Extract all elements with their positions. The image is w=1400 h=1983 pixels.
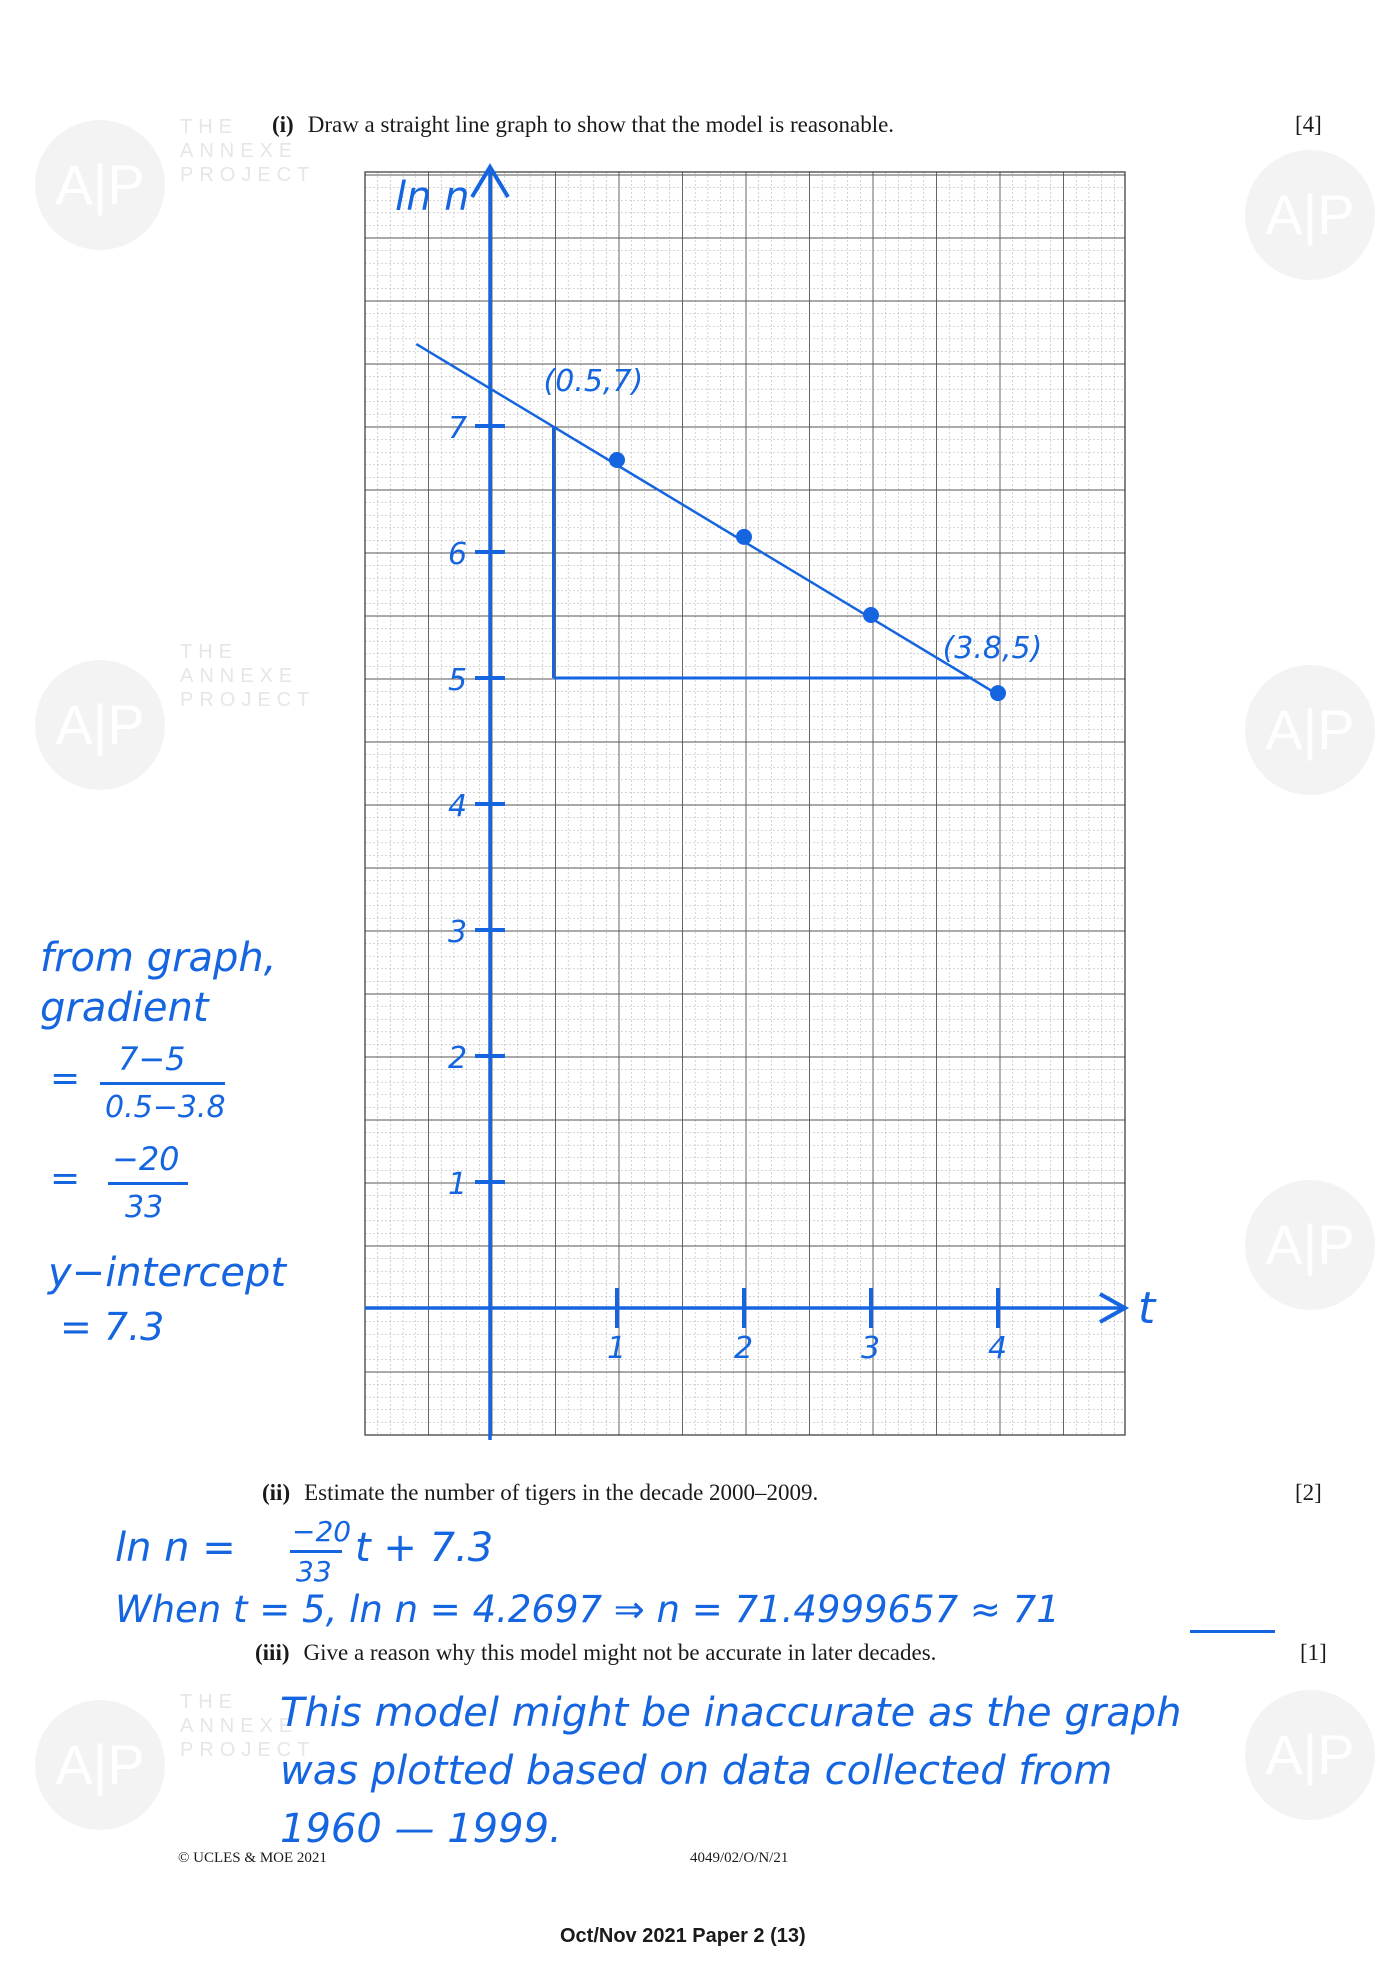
watermark-logo: A|P <box>1245 150 1375 280</box>
watermark-logo: A|P <box>35 1700 165 1830</box>
answer-iii-line-1: This model might be inaccurate as the graph <box>280 1690 1182 1736</box>
working-eq-2: = <box>50 1158 81 1199</box>
question-iii <box>255 1640 936 1666</box>
y-axis-label: ln n <box>395 174 470 220</box>
working-line-5: y−intercept <box>48 1250 287 1296</box>
working-eq-1: = <box>50 1058 81 1099</box>
fraction-bar <box>290 1550 342 1553</box>
fraction-bar <box>108 1182 188 1185</box>
question-iii-text: Give a reason why this model might not be accurate in later decades. <box>303 1640 937 1665</box>
question-i-number: (i) <box>272 112 294 137</box>
paper-code: 4049/02/O/N/21 <box>690 1850 789 1866</box>
question-iii-number: (iii) <box>255 1640 290 1665</box>
x-tick-label: 4 <box>988 1331 1008 1366</box>
fraction-bar <box>100 1082 225 1085</box>
copyright: © UCLES & MOE 2021 <box>178 1850 327 1866</box>
answer-ii-line-1-left: ln n = <box>115 1525 236 1571</box>
y-tick-label: 5 <box>448 663 468 698</box>
answer-ii-line-1-right: t + 7.3 <box>355 1525 494 1571</box>
y-tick-label: 1 <box>448 1167 468 1202</box>
watermark-logo: A|P <box>1245 665 1375 795</box>
axes <box>365 167 1125 1440</box>
question-i-text: Draw a straight line graph to show that the model is reasonable. <box>307 112 895 137</box>
answer-ii-line-2: When t = 5, ln n = 4.2697 ⇒ n = 71.4999657 ≈ 71 <box>115 1588 1060 1631</box>
y-tick-label: 7 <box>448 411 468 446</box>
data-point <box>990 685 1006 701</box>
annotation-point-1: (0.5,7) <box>543 364 644 399</box>
watermark-line: PROJECT <box>180 1739 316 1761</box>
working-line-6: = 7.3 <box>60 1305 165 1349</box>
watermark-line: THE <box>180 1691 238 1713</box>
best-fit-line-group <box>416 344 995 693</box>
question-iii-marks: [1] <box>1300 1640 1327 1665</box>
watermark-line: ANNEXE <box>180 1715 299 1737</box>
answer-ii-frac-den: 33 <box>296 1555 332 1588</box>
question-ii-marks: [2] <box>1295 1480 1322 1505</box>
watermark-line: THE <box>180 641 238 663</box>
watermark-logo: A|P <box>35 120 165 250</box>
answer-iii-line-3: 1960 — 1999. <box>280 1806 562 1852</box>
annotation-point-2: (3.8,5) <box>942 631 1043 666</box>
watermark-line: PROJECT <box>180 164 316 186</box>
question-i-marks: [4] <box>1295 112 1322 137</box>
watermark-logo: A|P <box>1245 1180 1375 1310</box>
working-frac-1-den: 0.5−3.8 <box>105 1090 226 1125</box>
answer-underline <box>1190 1630 1275 1633</box>
watermark-line: ANNEXE <box>180 140 299 162</box>
working-line-1: from graph, <box>40 935 277 981</box>
y-tick-label: 2 <box>448 1041 468 1076</box>
data-point <box>609 452 625 468</box>
y-tick-label: 4 <box>448 789 468 824</box>
question-ii-text: Estimate the number of tigers in the decade 2000–2009. <box>304 1480 819 1505</box>
answer-iii-line-2: was plotted based on data collected from <box>280 1748 1113 1794</box>
working-line-2: gradient <box>40 985 209 1031</box>
watermark-line: THE <box>180 116 238 138</box>
paper-title: Oct/Nov 2021 Paper 2 (13) <box>560 1925 806 1947</box>
watermark-line: PROJECT <box>180 689 316 711</box>
question-ii <box>262 1480 818 1506</box>
x-tick-label: 1 <box>607 1331 627 1366</box>
y-tick-label: 6 <box>448 537 468 572</box>
best-fit-line <box>416 344 995 693</box>
x-axis-label: t <box>1138 1283 1156 1334</box>
working-frac-2-den: 33 <box>125 1190 164 1225</box>
graph-labels <box>395 174 1157 1366</box>
watermark-line: ANNEXE <box>180 665 299 687</box>
x-tick-label: 2 <box>734 1331 754 1366</box>
watermark-logo: A|P <box>1245 1690 1375 1820</box>
data-point <box>736 529 752 545</box>
watermark-logo: A|P <box>35 660 165 790</box>
question-ii-number: (ii) <box>262 1480 291 1505</box>
working-frac-1-num: 7−5 <box>118 1040 186 1078</box>
answer-ii-frac-num: −20 <box>292 1515 352 1548</box>
y-tick-label: 3 <box>448 915 468 950</box>
working-frac-2-num: −20 <box>112 1140 180 1178</box>
data-point <box>863 607 879 623</box>
x-tick-label: 3 <box>861 1331 881 1366</box>
